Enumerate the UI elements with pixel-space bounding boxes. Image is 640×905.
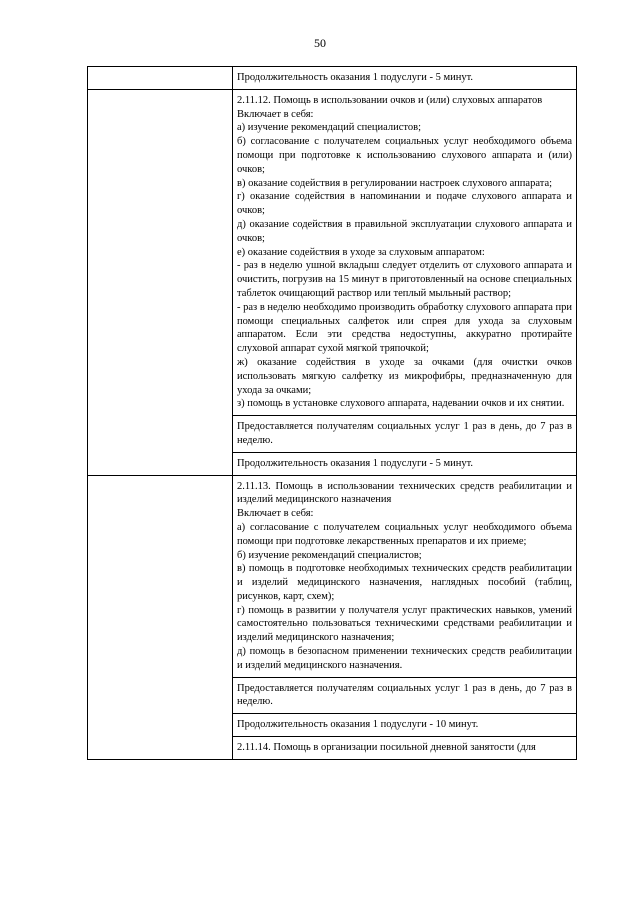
includes-label: Включает в себя: — [237, 108, 314, 120]
duration-text: Продолжительность оказания 1 подуслуги - 5 минут. — [237, 457, 474, 469]
list-item: г) оказание содействия в напоминании и подаче слухового аппарата и очков; — [237, 191, 572, 217]
service-heading: 2.11.14. Помощь в организации посильной дневной занятости (для — [237, 742, 536, 754]
service-heading: 2.11.13. Помощь в использовании технических средств реабилитации и изделий медицинского назначения — [237, 480, 572, 506]
list-item: а) согласование с получателем социальных услуг необходимого объема помощи при подготовке лекарственных препаратов и их приеме; — [237, 521, 572, 547]
duration-text: Продолжительность оказания 1 подуслуги - 5 минут. — [237, 72, 474, 83]
list-item: ж) оказание содействия в уходе за очками (для очистки очков использовать мягкую салфетку из микрофибры, предназначенную для ухода за очками; — [237, 356, 572, 396]
includes-label: Включает в себя: — [237, 508, 314, 520]
list-item: д) оказание содействия в правильной эксплуатации слухового аппарата и очков; — [237, 218, 572, 244]
list-item: - раз в неделю ушной вкладыш следует отделить от слухового аппарата и очистить, погрузив на 15 минут в приготовленный на основе специальных таблеток очищающий раствор или теплый мыльный раствор; — [237, 260, 572, 299]
service-description-cell — [233, 475, 577, 677]
duration-cell — [233, 452, 577, 475]
duration-text: Продолжительность оказания 1 подуслуги - 10 минут. — [237, 719, 479, 731]
empty-left-cell — [88, 475, 233, 759]
empty-left-cell — [88, 89, 233, 475]
empty-left-cell — [88, 67, 233, 90]
list-item: б) согласование с получателем социальных услуг необходимого объема помощи при подготовке к использованию слухового аппарата и (или) очков; — [237, 136, 572, 175]
list-item: в) оказание содействия в регулировании настроек слухового аппарата; — [237, 177, 553, 189]
list-item: з) помощь в установке слухового аппарата, надевании очков и их снятии. — [237, 398, 565, 410]
services-table — [87, 66, 577, 760]
frequency-cell — [233, 416, 577, 453]
list-item: в) помощь в подготовке необходимых технических средств реабилитации и изделий медицинского назначения, наглядных пособий (таблиц, рисунков, карт, схем); — [237, 563, 572, 602]
table-row — [88, 89, 577, 415]
frequency-cell — [233, 677, 577, 714]
table-row — [88, 475, 577, 677]
service-description-cell — [233, 737, 577, 760]
service-description-cell — [233, 89, 577, 415]
list-item: б) изучение рекомендаций специалистов; — [237, 549, 422, 561]
duration-cell — [233, 67, 577, 90]
list-item: г) помощь в развитии у получателя услуг практических навыков, умений самостоятельно пользоваться техническими средствами реабилитации и изделий медицинского назначения; — [237, 604, 572, 644]
frequency-text: Предоставляется получателям социальных услуг 1 раз в день, до 7 раз в неделю. — [237, 682, 572, 708]
list-item: а) изучение рекомендаций специалистов; — [237, 122, 422, 134]
page-number: 50 — [314, 36, 326, 50]
service-heading: 2.11.12. Помощь в использовании очков и (или) слуховых аппаратов — [237, 94, 543, 106]
list-item: д) помощь в безопасном применении технических средств реабилитации и изделий медицинского назначения. — [237, 646, 572, 671]
duration-cell — [233, 714, 577, 737]
list-item: - раз в неделю необходимо производить обработку слухового аппарата при помощи специальных салфеток или спрея для ухода за слуховым аппаратом. Если эти средства недоступны, аккуратно протирайте слуховой аппарат сухой мягкой тряпочкой; — [237, 301, 572, 355]
list-item: е) оказание содействия в уходе за слуховым аппаратом: — [237, 246, 485, 258]
table-row — [88, 67, 577, 90]
frequency-text: Предоставляется получателям социальных услуг 1 раз в день, до 7 раз в неделю. — [237, 421, 572, 446]
